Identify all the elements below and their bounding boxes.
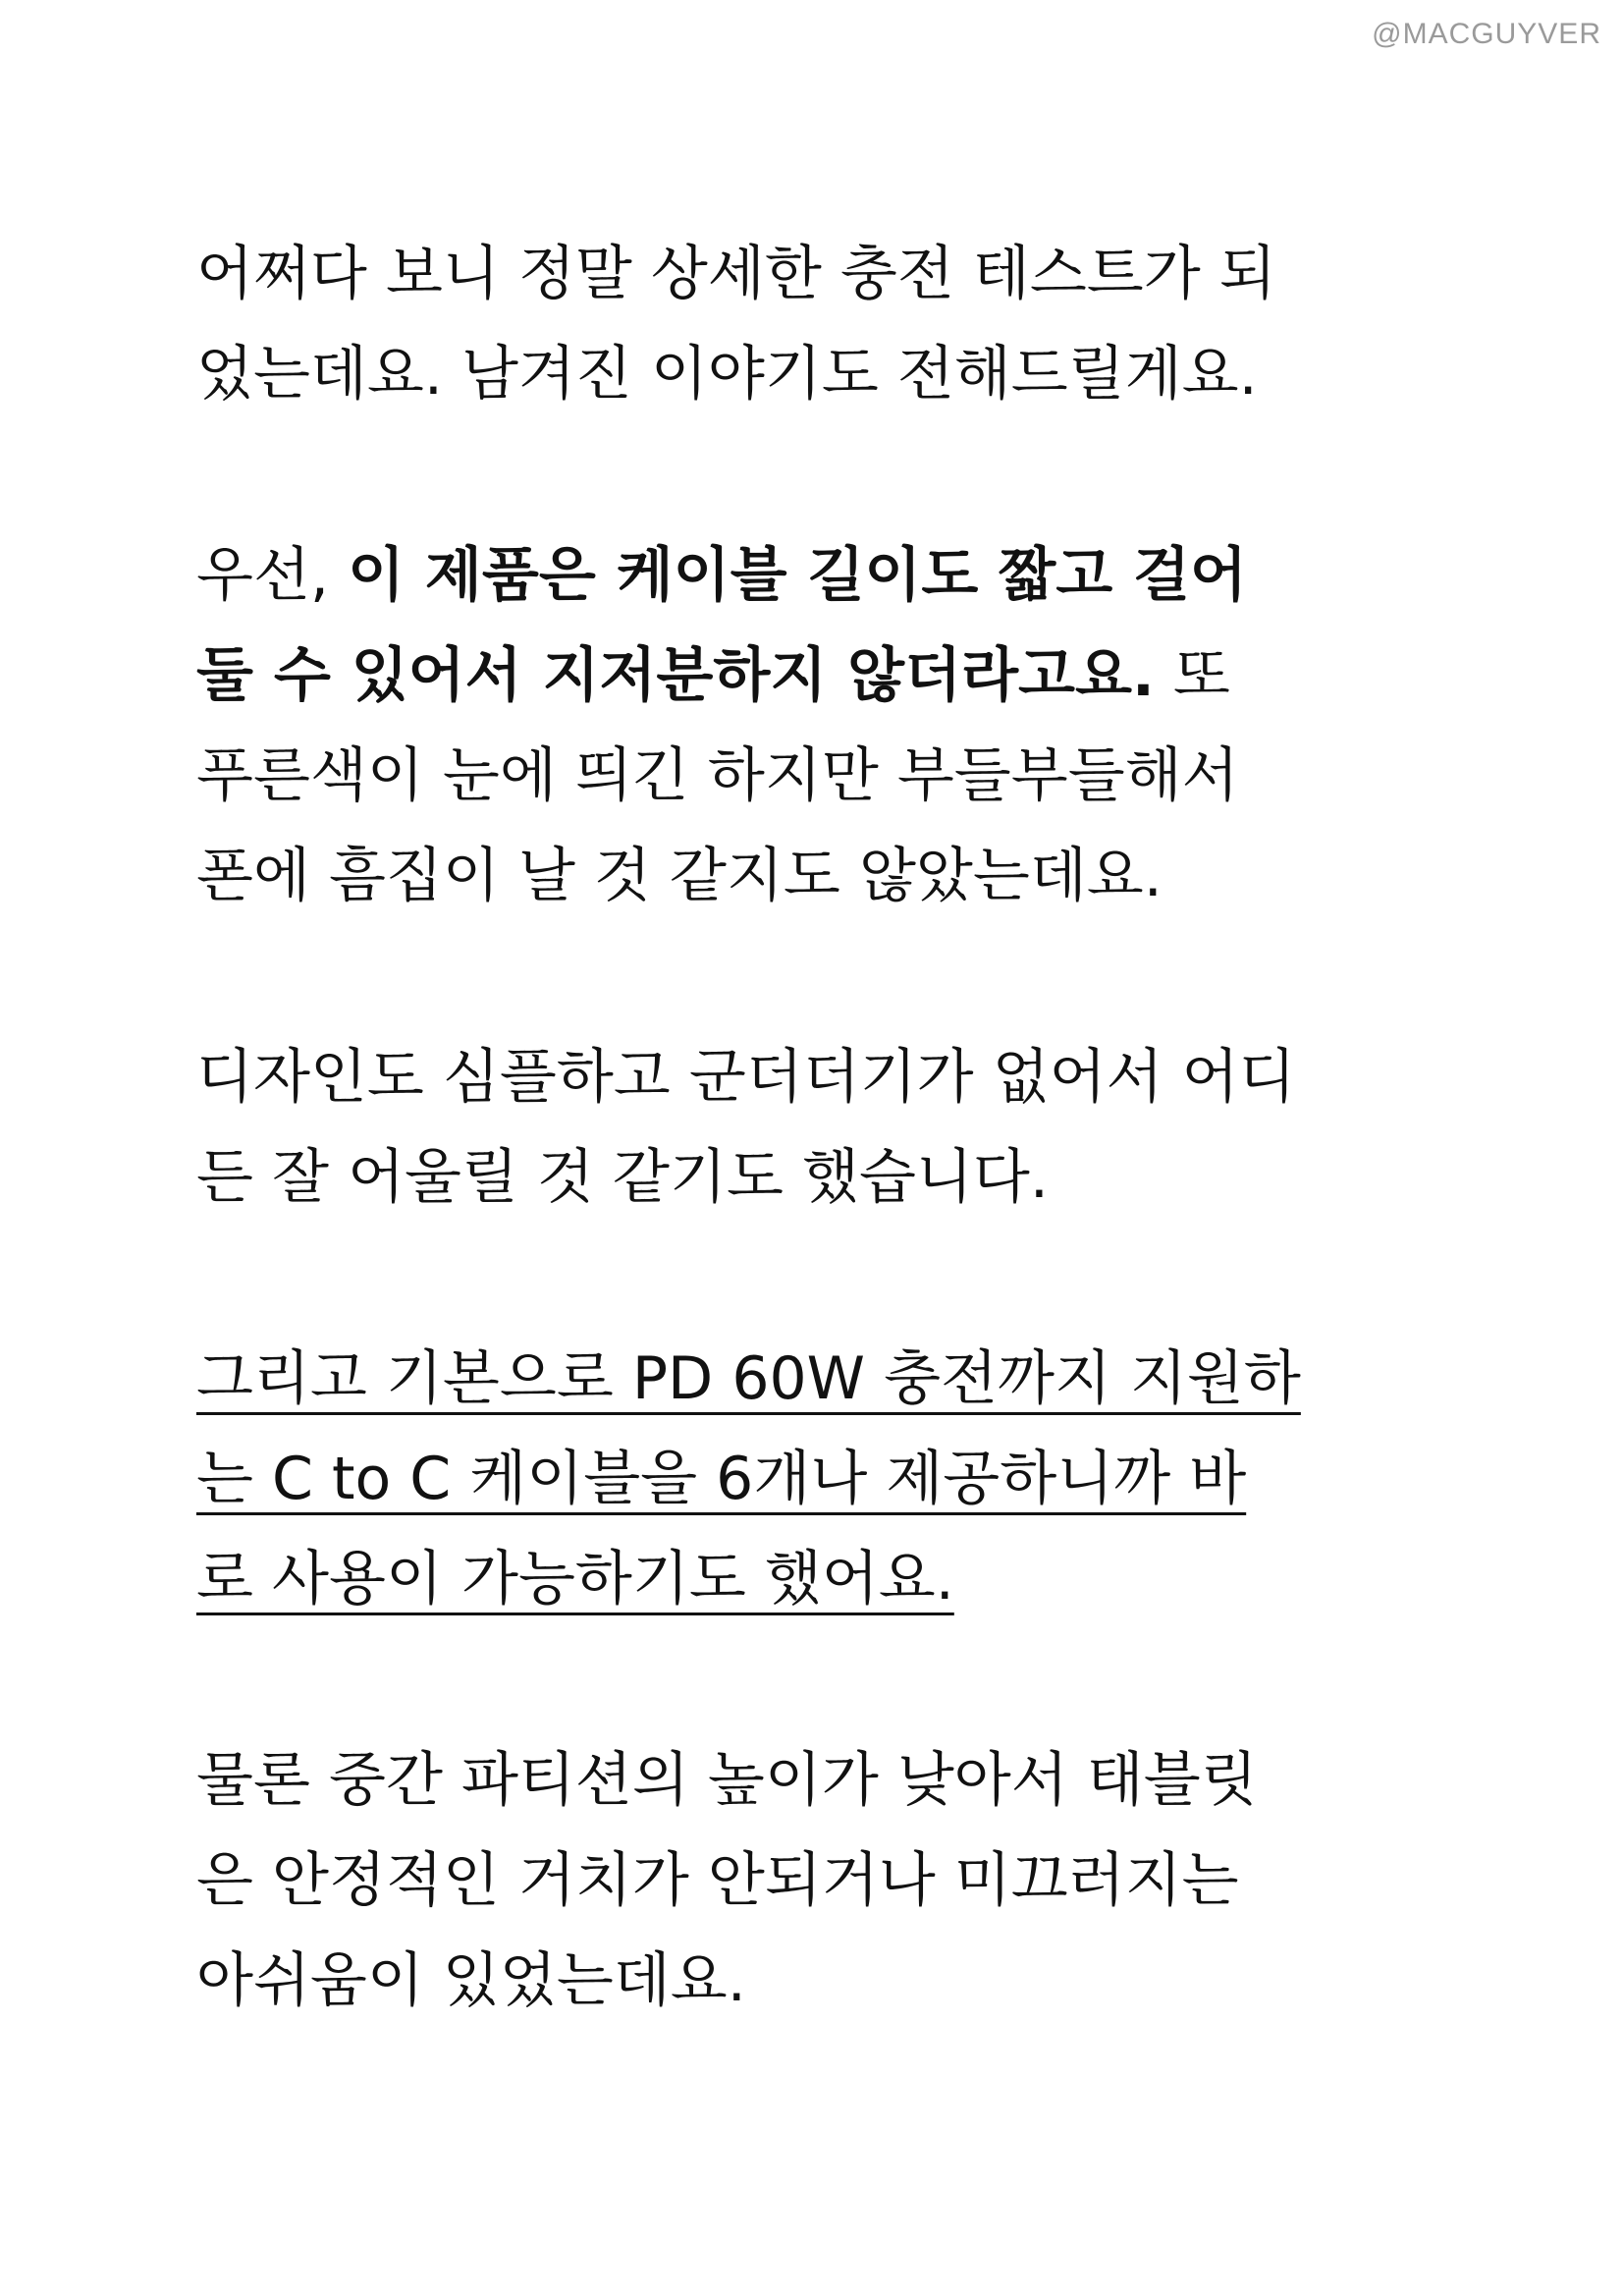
paragraph-design (196, 1027, 1434, 1228)
text-line (196, 1329, 1434, 1429)
text-line: 아쉬움이 있었는데요. (196, 1946, 746, 2015)
text-line (196, 1529, 1434, 1629)
text-line: 푸른색이 눈에 띄긴 하지만 부들부들해서 (196, 741, 1239, 810)
paragraph-charging (196, 1329, 1434, 1629)
underlined-text: 그리고 기본으로 PD 60W 충전까지 지원하 (196, 1344, 1301, 1413)
plain-text: 우선, (196, 541, 349, 610)
paragraph-intro (196, 224, 1434, 424)
text-line (196, 1429, 1434, 1529)
text-line (196, 525, 1434, 626)
bold-text: 이 제품은 케이블 길이도 짧고 걸어 (348, 541, 1247, 610)
bold-text: 둘 수 있어서 지저분하지 않더라고요. (196, 641, 1155, 710)
text-line: 든 잘 어울릴 것 같기도 했습니다. (196, 1143, 1049, 1212)
text-line: 은 안정적인 거치가 안되거나 미끄러지는 (196, 1846, 1239, 1915)
text-line: 어쩌다 보니 정말 상세한 충전 테스트가 되 (196, 240, 1276, 308)
underlined-text: 로 사용이 가능하기도 했어요. (196, 1545, 954, 1613)
article-body (196, 224, 1434, 2132)
text-line: 폰에 흠집이 날 것 같지도 않았는데요. (196, 842, 1163, 910)
watermark: @MACGUYVER (1372, 18, 1601, 50)
text-line: 었는데요. 남겨진 이야기도 전해드릴게요. (196, 340, 1258, 409)
text-line: 디자인도 심플하고 군더더기가 없어서 어디 (196, 1043, 1296, 1112)
text-line: 물론 중간 파티션의 높이가 낮아서 태블릿 (196, 1746, 1258, 1815)
paragraph-drawback (196, 1730, 1434, 2031)
underlined-text: 는 C to C 케이블을 6개나 제공하니까 바 (196, 1445, 1247, 1513)
text-line (196, 626, 1434, 726)
paragraph-cable (196, 525, 1434, 926)
plain-text: 또 (1154, 641, 1230, 710)
